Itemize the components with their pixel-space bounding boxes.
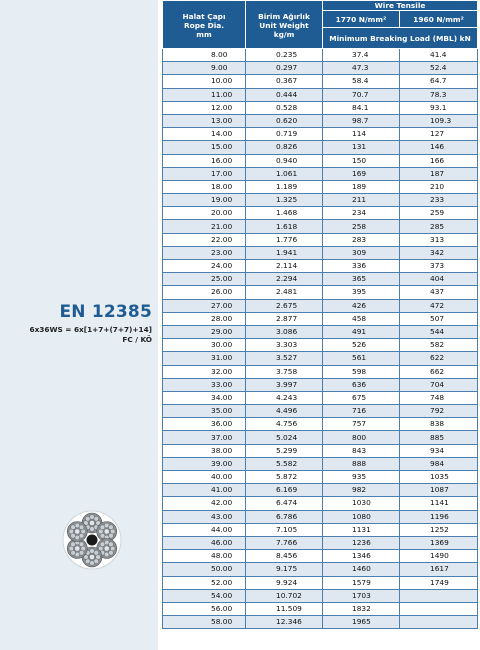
cell-mbl-1960: 885 [400, 431, 478, 444]
table-row [163, 563, 478, 576]
cell-unit-weight: 0.297 [246, 62, 323, 75]
cell-mbl-1960: 1617 [400, 563, 478, 576]
cell-unit-weight: 0.719 [246, 128, 323, 141]
table-row [163, 62, 478, 75]
cell-unit-weight: 1.468 [246, 207, 323, 220]
cell-mbl-1770: 70.7 [323, 88, 400, 101]
table-row [163, 484, 478, 497]
cell-mbl-1960: 146 [400, 141, 478, 154]
cell-mbl-1770: 309 [323, 246, 400, 259]
table-row [163, 312, 478, 325]
cell-mbl-1960: 52.4 [400, 62, 478, 75]
cell-mbl-1770: 84.1 [323, 101, 400, 114]
cell-mbl-1960: 437 [400, 286, 478, 299]
table-row [163, 167, 478, 180]
cell-mbl-1770: 1346 [323, 550, 400, 563]
cell-mbl-1960: 210 [400, 180, 478, 193]
cell-mbl-1960: 373 [400, 260, 478, 273]
cell-mbl-1960: 704 [400, 378, 478, 391]
cell-unit-weight: 3.997 [246, 378, 323, 391]
cell-mbl-1770: 1460 [323, 563, 400, 576]
cell-unit-weight: 1.941 [246, 246, 323, 259]
cell-mbl-1770: 843 [323, 444, 400, 457]
cell-diameter: 20.00 [163, 207, 246, 220]
cell-unit-weight: 1.189 [246, 180, 323, 193]
cell-mbl-1960: 1196 [400, 510, 478, 523]
cell-unit-weight: 2.675 [246, 299, 323, 312]
cell-unit-weight: 0.235 [246, 49, 323, 62]
cell-diameter: 16.00 [163, 154, 246, 167]
cell-unit-weight: 6.786 [246, 510, 323, 523]
cell-unit-weight: 1.618 [246, 220, 323, 233]
cell-mbl-1960: 1369 [400, 536, 478, 549]
cell-mbl-1770: 1965 [323, 616, 400, 629]
cell-unit-weight: 9.175 [246, 563, 323, 576]
cell-mbl-1960: 544 [400, 325, 478, 338]
cell-mbl-1960: 582 [400, 339, 478, 352]
cell-mbl-1960: 984 [400, 457, 478, 470]
cell-unit-weight: 0.367 [246, 75, 323, 88]
cell-unit-weight: 2.114 [246, 260, 323, 273]
cell-mbl-1770: 150 [323, 154, 400, 167]
cell-unit-weight: 5.582 [246, 457, 323, 470]
table-row [163, 457, 478, 470]
cell-unit-weight: 5.872 [246, 471, 323, 484]
cell-unit-weight: 2.294 [246, 273, 323, 286]
cell-unit-weight: 1.061 [246, 167, 323, 180]
cell-diameter: 31.00 [163, 352, 246, 365]
cell-diameter: 21.00 [163, 220, 246, 233]
cell-mbl-1960: 404 [400, 273, 478, 286]
cell-mbl-1960: 41.4 [400, 49, 478, 62]
cell-mbl-1770: 1703 [323, 589, 400, 602]
table-row [163, 444, 478, 457]
cell-diameter: 13.00 [163, 114, 246, 127]
cell-mbl-1960 [400, 602, 478, 615]
table-row [163, 114, 478, 127]
cell-mbl-1960: 1035 [400, 471, 478, 484]
cell-diameter: 32.00 [163, 365, 246, 378]
cell-diameter: 46.00 [163, 536, 246, 549]
cell-mbl-1770: 458 [323, 312, 400, 325]
cell-mbl-1960: 1087 [400, 484, 478, 497]
table-row [163, 128, 478, 141]
cell-unit-weight: 3.758 [246, 365, 323, 378]
table-row [163, 49, 478, 62]
cell-diameter: 39.00 [163, 457, 246, 470]
cell-mbl-1960 [400, 589, 478, 602]
cell-mbl-1960: 78.3 [400, 88, 478, 101]
cell-mbl-1770: 283 [323, 233, 400, 246]
table-row [163, 431, 478, 444]
cell-mbl-1770: 189 [323, 180, 400, 193]
cell-diameter: 33.00 [163, 378, 246, 391]
cell-diameter: 18.00 [163, 180, 246, 193]
cell-diameter: 23.00 [163, 246, 246, 259]
cell-diameter: 17.00 [163, 167, 246, 180]
cell-unit-weight: 6.169 [246, 484, 323, 497]
header-unit-weight: Birim Ağırlık Unit Weight kg/m [246, 1, 323, 49]
cell-mbl-1960: 622 [400, 352, 478, 365]
cell-diameter: 9.00 [163, 62, 246, 75]
cell-unit-weight: 0.940 [246, 154, 323, 167]
cell-diameter: 34.00 [163, 391, 246, 404]
cell-diameter: 37.00 [163, 431, 246, 444]
cell-mbl-1770: 935 [323, 471, 400, 484]
cell-diameter: 38.00 [163, 444, 246, 457]
cell-mbl-1960: 838 [400, 418, 478, 431]
table-row [163, 523, 478, 536]
table-row [163, 602, 478, 615]
table-row [163, 246, 478, 259]
cell-mbl-1770: 561 [323, 352, 400, 365]
cell-mbl-1770: 491 [323, 325, 400, 338]
cell-diameter: 40.00 [163, 471, 246, 484]
table-row [163, 589, 478, 602]
cell-mbl-1770: 365 [323, 273, 400, 286]
standard-block [30, 302, 152, 344]
cell-mbl-1770: 258 [323, 220, 400, 233]
table-row [163, 325, 478, 338]
cell-mbl-1960: 127 [400, 128, 478, 141]
table-row [163, 418, 478, 431]
table-row [163, 550, 478, 563]
cell-unit-weight: 2.877 [246, 312, 323, 325]
cell-diameter: 8.00 [163, 49, 246, 62]
cell-unit-weight: 0.620 [246, 114, 323, 127]
cell-mbl-1770: 598 [323, 365, 400, 378]
cell-diameter: 42.00 [163, 497, 246, 510]
cell-diameter: 30.00 [163, 339, 246, 352]
cell-diameter: 11.00 [163, 88, 246, 101]
table-row [163, 365, 478, 378]
cell-unit-weight: 10.702 [246, 589, 323, 602]
table-row [163, 207, 478, 220]
cell-mbl-1960: 1490 [400, 550, 478, 563]
cell-mbl-1770: 888 [323, 457, 400, 470]
table-header [163, 1, 478, 49]
cell-diameter: 58.00 [163, 616, 246, 629]
cell-mbl-1960: 187 [400, 167, 478, 180]
cell-diameter: 29.00 [163, 325, 246, 338]
cell-mbl-1770: 1579 [323, 576, 400, 589]
cell-unit-weight: 4.756 [246, 418, 323, 431]
cell-mbl-1960: 662 [400, 365, 478, 378]
cell-mbl-1770: 47.3 [323, 62, 400, 75]
cell-mbl-1770: 98.7 [323, 114, 400, 127]
cell-mbl-1960: 64.7 [400, 75, 478, 88]
cell-diameter: 22.00 [163, 233, 246, 246]
cell-diameter: 56.00 [163, 602, 246, 615]
cell-diameter: 35.00 [163, 405, 246, 418]
cell-mbl-1960: 748 [400, 391, 478, 404]
cell-mbl-1960: 1252 [400, 523, 478, 536]
cell-unit-weight: 4.243 [246, 391, 323, 404]
cell-mbl-1770: 636 [323, 378, 400, 391]
cell-mbl-1960 [400, 616, 478, 629]
header-wire-tensile: Wire Tensile [323, 1, 478, 11]
table-row [163, 536, 478, 549]
cell-unit-weight: 0.444 [246, 88, 323, 101]
cell-mbl-1770: 37.4 [323, 49, 400, 62]
cell-diameter: 54.00 [163, 589, 246, 602]
cell-mbl-1770: 757 [323, 418, 400, 431]
cell-unit-weight: 7.105 [246, 523, 323, 536]
cell-diameter: 14.00 [163, 128, 246, 141]
cell-mbl-1960: 1141 [400, 497, 478, 510]
cell-diameter: 48.00 [163, 550, 246, 563]
cell-diameter: 10.00 [163, 75, 246, 88]
table-row [163, 299, 478, 312]
table-body [163, 49, 478, 629]
cell-diameter: 41.00 [163, 484, 246, 497]
cell-diameter: 52.00 [163, 576, 246, 589]
cell-mbl-1770: 211 [323, 194, 400, 207]
table-row [163, 378, 478, 391]
cell-diameter: 12.00 [163, 101, 246, 114]
cell-mbl-1770: 395 [323, 286, 400, 299]
cell-diameter: 28.00 [163, 312, 246, 325]
cell-unit-weight: 11.509 [246, 602, 323, 615]
cell-unit-weight: 6.474 [246, 497, 323, 510]
cell-unit-weight: 3.086 [246, 325, 323, 338]
table-row [163, 75, 478, 88]
cell-diameter: 25.00 [163, 273, 246, 286]
cell-unit-weight: 5.024 [246, 431, 323, 444]
cell-diameter: 15.00 [163, 141, 246, 154]
cell-unit-weight: 3.303 [246, 339, 323, 352]
cell-mbl-1770: 982 [323, 484, 400, 497]
cell-unit-weight: 3.527 [246, 352, 323, 365]
cell-mbl-1960: 233 [400, 194, 478, 207]
cell-mbl-1960: 1749 [400, 576, 478, 589]
cell-mbl-1770: 1080 [323, 510, 400, 523]
cell-mbl-1960: 507 [400, 312, 478, 325]
table-row [163, 180, 478, 193]
cell-mbl-1960: 285 [400, 220, 478, 233]
cell-mbl-1770: 169 [323, 167, 400, 180]
core-type: FC / KÖ [122, 335, 152, 344]
cell-mbl-1770: 426 [323, 299, 400, 312]
cell-unit-weight: 0.826 [246, 141, 323, 154]
cell-unit-weight: 1.325 [246, 194, 323, 207]
left-info-panel [0, 0, 158, 650]
cell-diameter: 44.00 [163, 523, 246, 536]
cell-diameter: 26.00 [163, 286, 246, 299]
wire-rope-cross-section-icon [62, 510, 122, 570]
cell-mbl-1770: 234 [323, 207, 400, 220]
table-row [163, 273, 478, 286]
table-row [163, 352, 478, 365]
cell-unit-weight: 1.776 [246, 233, 323, 246]
cell-diameter: 24.00 [163, 260, 246, 273]
cell-mbl-1770: 716 [323, 405, 400, 418]
table-row [163, 220, 478, 233]
cell-mbl-1770: 1131 [323, 523, 400, 536]
cell-unit-weight: 12.346 [246, 616, 323, 629]
table-row [163, 194, 478, 207]
table-row [163, 616, 478, 629]
header-mbl: Minimum Breaking Load (MBL) kN [323, 28, 478, 49]
cell-mbl-1770: 1030 [323, 497, 400, 510]
table-row [163, 154, 478, 167]
cell-mbl-1770: 336 [323, 260, 400, 273]
table-row [163, 260, 478, 273]
cell-mbl-1960: 792 [400, 405, 478, 418]
table-row [163, 233, 478, 246]
standard-title: EN 12385 [59, 302, 152, 322]
cell-diameter: 36.00 [163, 418, 246, 431]
table-row [163, 471, 478, 484]
header-diameter: Halat Çapı Rope Dia. mm [163, 1, 246, 49]
cell-mbl-1770: 1832 [323, 602, 400, 615]
cell-mbl-1960: 472 [400, 299, 478, 312]
table-row [163, 405, 478, 418]
breaking-load-table [162, 0, 478, 629]
cell-mbl-1770: 131 [323, 141, 400, 154]
cell-mbl-1770: 526 [323, 339, 400, 352]
cell-mbl-1770: 1236 [323, 536, 400, 549]
table-row [163, 391, 478, 404]
cell-unit-weight: 9.924 [246, 576, 323, 589]
cell-diameter: 27.00 [163, 299, 246, 312]
cell-mbl-1960: 109.3 [400, 114, 478, 127]
cell-mbl-1960: 93.1 [400, 101, 478, 114]
cell-mbl-1770: 800 [323, 431, 400, 444]
cell-mbl-1770: 58.4 [323, 75, 400, 88]
cell-diameter: 19.00 [163, 194, 246, 207]
cell-mbl-1770: 114 [323, 128, 400, 141]
cell-mbl-1960: 934 [400, 444, 478, 457]
cell-unit-weight: 4.496 [246, 405, 323, 418]
table-row [163, 88, 478, 101]
table-row [163, 576, 478, 589]
cell-unit-weight: 8.456 [246, 550, 323, 563]
cell-mbl-1960: 342 [400, 246, 478, 259]
header-grade-1770: 1770 N/mm² [323, 11, 400, 28]
cell-diameter: 43.00 [163, 510, 246, 523]
table-row [163, 286, 478, 299]
cell-mbl-1960: 166 [400, 154, 478, 167]
header-grade-1960: 1960 N/mm² [400, 11, 478, 28]
table-row [163, 510, 478, 523]
cell-mbl-1960: 313 [400, 233, 478, 246]
table-row [163, 497, 478, 510]
cell-unit-weight: 7.766 [246, 536, 323, 549]
table-row [163, 339, 478, 352]
cell-unit-weight: 5.299 [246, 444, 323, 457]
table-row [163, 101, 478, 114]
cell-mbl-1960: 259 [400, 207, 478, 220]
cell-unit-weight: 2.481 [246, 286, 323, 299]
cell-diameter: 50.00 [163, 563, 246, 576]
rope-construction: 6x36WS = 6x[1+7+(7+7)+14] [29, 325, 152, 334]
cell-unit-weight: 0.528 [246, 101, 323, 114]
cell-mbl-1770: 675 [323, 391, 400, 404]
table-row [163, 141, 478, 154]
